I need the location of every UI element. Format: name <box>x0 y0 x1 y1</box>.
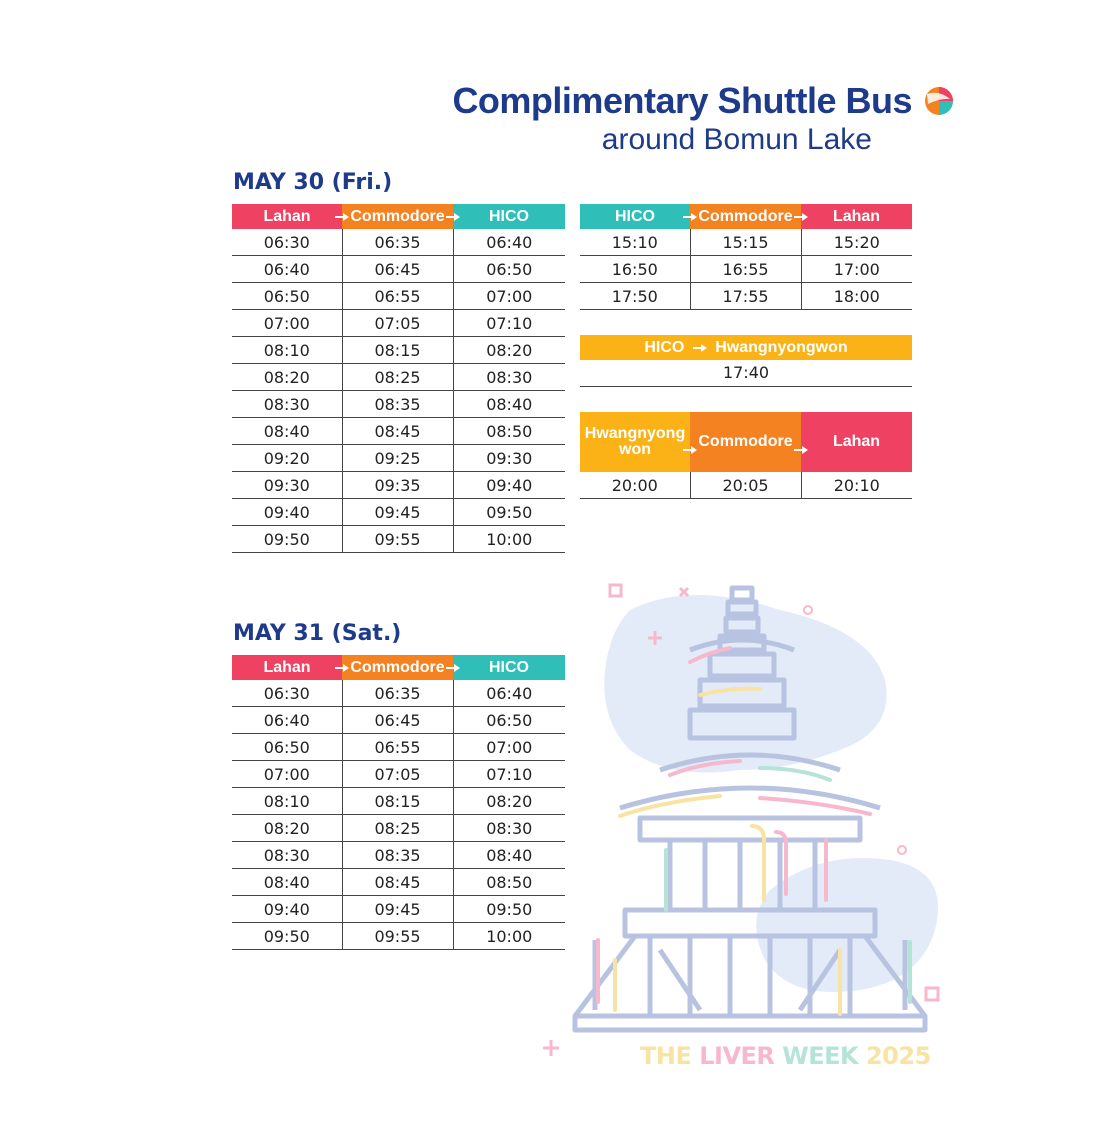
column-header-hwangnyongwon: Hwangnyong won <box>580 412 690 472</box>
table-row <box>232 734 565 761</box>
time-cell: 20:10 <box>801 472 912 499</box>
table-row <box>232 283 565 310</box>
table-row <box>580 472 912 499</box>
time-cell: 06:55 <box>342 734 453 761</box>
table-row <box>580 283 912 310</box>
time-cell: 17:50 <box>580 283 690 310</box>
table-row <box>232 229 565 256</box>
column-header-commodore: Commodore <box>690 412 801 472</box>
time-cell: 07:10 <box>453 761 565 788</box>
table-row <box>232 896 565 923</box>
day1-label: MAY 30 (Fri.) <box>233 170 393 195</box>
brand-word-year: 2025 <box>865 1042 931 1070</box>
column-header-commodore: Commodore <box>690 204 801 229</box>
arrow-right-icon <box>446 213 460 221</box>
time-cell: 09:40 <box>453 472 565 499</box>
time-cell: 10:00 <box>453 923 565 950</box>
time-cell: 06:50 <box>453 707 565 734</box>
time-cell: 15:10 <box>580 229 690 256</box>
color-ball-icon <box>924 86 954 116</box>
time-cell: 08:30 <box>453 364 565 391</box>
table-row <box>232 923 565 950</box>
day1-afternoon-table <box>580 204 912 310</box>
page-title <box>452 80 912 158</box>
time-cell: 09:50 <box>232 923 342 950</box>
column-header-commodore: Commodore <box>342 655 453 680</box>
table-row <box>232 391 565 418</box>
brand-word-the: THE <box>640 1042 692 1070</box>
time-cell: 09:35 <box>342 472 453 499</box>
time-cell: 09:50 <box>232 526 342 553</box>
table-row <box>232 445 565 472</box>
time-cell: 15:15 <box>690 229 801 256</box>
day2-label: MAY 31 (Sat.) <box>233 621 402 646</box>
time-cell: 08:10 <box>232 788 342 815</box>
time-cell: 09:20 <box>232 445 342 472</box>
time-cell: 08:45 <box>342 869 453 896</box>
time-cell: 08:40 <box>232 418 342 445</box>
time-cell: 09:50 <box>453 896 565 923</box>
time-cell: 07:05 <box>342 310 453 337</box>
time-cell: 06:30 <box>232 229 342 256</box>
hico-to-hwangnyongwon-header <box>580 335 912 360</box>
time-cell: 08:20 <box>453 788 565 815</box>
table-row <box>232 788 565 815</box>
table-row <box>232 761 565 788</box>
time-cell: 08:50 <box>453 869 565 896</box>
time-cell: 08:40 <box>453 391 565 418</box>
time-cell: 06:40 <box>453 680 565 707</box>
table-row <box>232 256 565 283</box>
time-cell: 09:25 <box>342 445 453 472</box>
route-from: HICO <box>644 339 685 356</box>
table-row <box>232 364 565 391</box>
table-row <box>232 472 565 499</box>
time-cell: 08:30 <box>232 842 342 869</box>
time-cell: 20:00 <box>580 472 690 499</box>
time-cell: 06:30 <box>232 680 342 707</box>
time-cell: 08:25 <box>342 815 453 842</box>
time-cell: 07:00 <box>453 734 565 761</box>
hwangnyongwon-departure-time: 17:40 <box>580 360 912 387</box>
time-cell: 09:55 <box>342 526 453 553</box>
time-cell: 08:10 <box>232 337 342 364</box>
column-header-hico: HICO <box>580 204 690 229</box>
time-cell: 07:00 <box>232 761 342 788</box>
arrow-right-icon <box>683 446 697 454</box>
brand-word-week: WEEK <box>782 1042 859 1070</box>
time-cell: 17:00 <box>801 256 912 283</box>
time-cell: 08:15 <box>342 337 453 364</box>
time-cell: 07:10 <box>453 310 565 337</box>
time-cell: 09:45 <box>342 499 453 526</box>
column-header-lahan: Lahan <box>232 204 342 229</box>
time-cell: 08:15 <box>342 788 453 815</box>
time-cell: 09:45 <box>342 896 453 923</box>
time-cell: 09:30 <box>453 445 565 472</box>
pagoda-illustration <box>540 570 960 1080</box>
arrow-right-icon <box>335 664 349 672</box>
table-row <box>232 869 565 896</box>
time-cell: 08:45 <box>342 418 453 445</box>
time-cell: 09:30 <box>232 472 342 499</box>
time-cell: 08:35 <box>342 842 453 869</box>
time-cell: 06:35 <box>342 229 453 256</box>
time-cell: 10:00 <box>453 526 565 553</box>
day2-morning-table <box>232 655 565 950</box>
time-cell: 08:40 <box>453 842 565 869</box>
day1-morning-table <box>232 204 565 553</box>
title-line-2: around Bomun Lake <box>601 123 872 156</box>
time-cell: 08:30 <box>453 815 565 842</box>
arrow-right-icon <box>794 446 808 454</box>
time-cell: 07:00 <box>232 310 342 337</box>
time-cell: 08:20 <box>453 337 565 364</box>
table-row <box>232 499 565 526</box>
table-row <box>580 229 912 256</box>
time-cell: 09:40 <box>232 896 342 923</box>
time-cell: 08:20 <box>232 815 342 842</box>
time-cell: 06:40 <box>232 256 342 283</box>
arrow-right-icon <box>794 213 808 221</box>
brand-word-liver: LIVER <box>699 1042 775 1070</box>
arrow-right-icon <box>683 213 697 221</box>
column-header-lahan: Lahan <box>232 655 342 680</box>
time-cell: 06:35 <box>342 680 453 707</box>
table-row <box>232 310 565 337</box>
table-row <box>232 680 565 707</box>
time-cell: 08:35 <box>342 391 453 418</box>
table-row <box>232 337 565 364</box>
time-cell: 16:50 <box>580 256 690 283</box>
time-cell: 06:45 <box>342 707 453 734</box>
arrow-right-icon <box>446 664 460 672</box>
time-cell: 06:40 <box>453 229 565 256</box>
time-cell: 06:45 <box>342 256 453 283</box>
time-cell: 07:05 <box>342 761 453 788</box>
time-cell: 09:50 <box>453 499 565 526</box>
column-header-hico: HICO <box>453 204 565 229</box>
column-header-commodore: Commodore <box>342 204 453 229</box>
table-row <box>580 256 912 283</box>
day1-return-table <box>580 412 912 499</box>
route-to: Hwangnyongwon <box>715 339 848 356</box>
column-header-lahan: Lahan <box>801 412 912 472</box>
time-cell: 08:30 <box>232 391 342 418</box>
time-cell: 08:25 <box>342 364 453 391</box>
time-cell: 06:40 <box>232 707 342 734</box>
time-cell: 15:20 <box>801 229 912 256</box>
time-cell: 09:55 <box>342 923 453 950</box>
arrow-right-icon <box>693 344 707 352</box>
liver-week-logo <box>640 1042 931 1070</box>
time-cell: 06:50 <box>232 283 342 310</box>
table-row <box>232 526 565 553</box>
time-cell: 08:40 <box>232 869 342 896</box>
column-header-hico: HICO <box>453 655 565 680</box>
time-cell: 08:50 <box>453 418 565 445</box>
time-cell: 17:55 <box>690 283 801 310</box>
column-header-lahan: Lahan <box>801 204 912 229</box>
time-cell: 06:50 <box>232 734 342 761</box>
time-cell: 16:55 <box>690 256 801 283</box>
time-cell: 07:00 <box>453 283 565 310</box>
table-row <box>232 815 565 842</box>
time-cell: 20:05 <box>690 472 801 499</box>
table-row <box>232 842 565 869</box>
time-cell: 06:55 <box>342 283 453 310</box>
arrow-right-icon <box>335 213 349 221</box>
table-row <box>232 418 565 445</box>
time-cell: 06:50 <box>453 256 565 283</box>
title-line-1: Complimentary Shuttle Bus <box>452 80 912 121</box>
time-cell: 08:20 <box>232 364 342 391</box>
table-row <box>232 707 565 734</box>
time-cell: 18:00 <box>801 283 912 310</box>
time-cell: 09:40 <box>232 499 342 526</box>
